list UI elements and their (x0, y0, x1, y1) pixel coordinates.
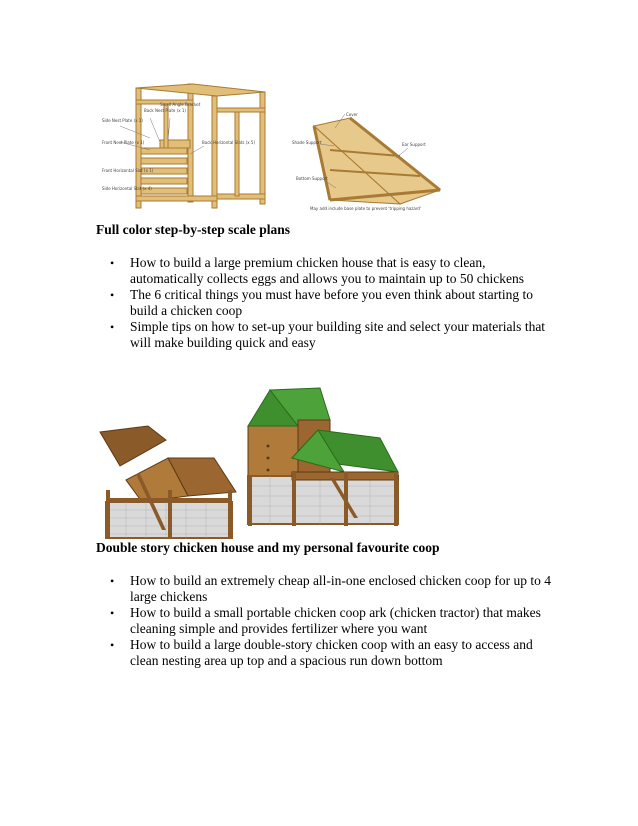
bullet-glyph: • (110, 320, 115, 334)
bullet-glyph: • (110, 606, 115, 620)
label-front-nest-plate: Front Nest Plate (x 1) (102, 140, 145, 145)
label-base-plate-note: May add include base plate to prevent 'tripping hazard' (310, 206, 422, 211)
label-ear-support: Ear Support (402, 142, 426, 147)
ark-plan-illustration (290, 110, 450, 220)
list-item-text: Simple tips on how to set-up your building site and select your materials that will make building quick and easy (130, 319, 546, 350)
section-heading-scale-plans: Full color step-by-step scale plans (96, 222, 291, 237)
list-item (96, 637, 556, 669)
bullet-glyph: • (110, 574, 115, 588)
label-front-horizontal-slat: Front Horizontal Slat (x 1) (102, 168, 154, 173)
list-item (96, 573, 556, 605)
section-heading-double-story: Double story chicken house and my personal favourite coop (96, 540, 440, 555)
list-item (96, 319, 556, 351)
label-cover: Cover (346, 112, 358, 117)
bullet-glyph: • (110, 288, 115, 302)
label-small-angle-bracket: Small Angle Bracket (160, 102, 201, 107)
bullet-list-coop-types (96, 573, 556, 669)
open-coop-illustration (96, 418, 241, 540)
list-item-text: How to build a large double-story chicken coop with an easy to access and clean nesting area up top and a spacious run down bottom (130, 637, 533, 668)
bullet-list-scale-plans (96, 255, 556, 351)
label-bottom-support: Bottom Support (296, 176, 328, 181)
label-back-horizontal-slats: Back Horizontal Slats (x 5) (202, 140, 256, 145)
double-story-coop-illustration (240, 386, 415, 536)
label-shade-support: Shade Support (292, 140, 322, 145)
bullet-glyph: • (110, 256, 115, 270)
label-side-horizontal-slat: Side Horizontal Slat (x 4) (102, 186, 152, 191)
list-item-text: The 6 critical things you must have before you even think about starting to build a chicken coop (130, 287, 534, 318)
list-item-text: How to build an extremely cheap all-in-one enclosed chicken coop for up to 4 large chickens (130, 573, 551, 604)
list-item (96, 605, 556, 637)
list-item-text: How to build a small portable chicken coop ark (chicken tractor) that makes cleaning simple and provides fertilizer where you want (130, 605, 541, 636)
list-item-text: How to build a large premium chicken house that is easy to clean, automatically collects eggs and allows you to maintain up to 50 chickens (130, 255, 525, 286)
list-item (96, 287, 556, 319)
bullet-glyph: • (110, 638, 115, 652)
list-item (96, 255, 556, 287)
label-back-nest-plate: Back Nest Plate (x 1) (144, 108, 186, 113)
label-side-nest-plate: Side Nest Plate (x 1) (102, 118, 143, 123)
frame-plan-illustration (100, 78, 280, 218)
